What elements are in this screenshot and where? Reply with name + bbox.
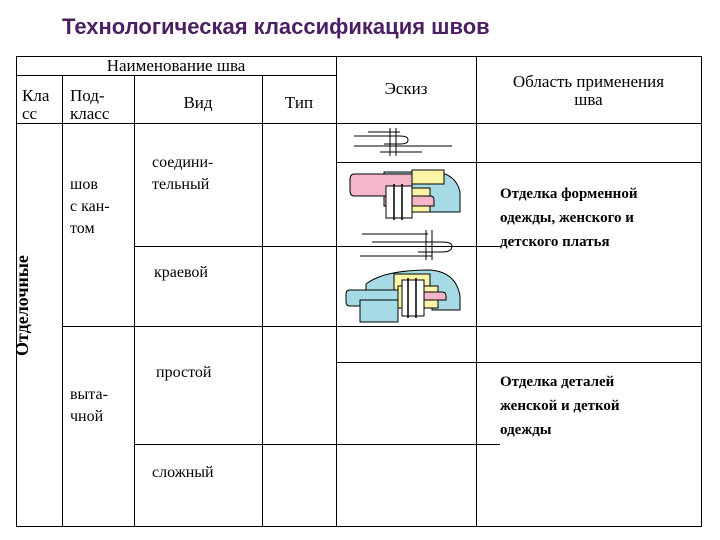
application-2-line3: одежды xyxy=(500,422,552,438)
page-title: Технологическая классификация швов xyxy=(62,14,490,39)
col-line-class xyxy=(62,75,63,526)
header-class xyxy=(22,87,49,123)
col-line-kind xyxy=(262,75,263,526)
header-subclass-line2: класс xyxy=(70,104,110,123)
col-line-subclass xyxy=(134,75,135,526)
subclass-piping-line2: с кан- xyxy=(70,198,110,215)
header-class-line1: Кла xyxy=(22,86,50,105)
kind-complex: сложный xyxy=(152,464,214,481)
application-2-line2: женской и деткой xyxy=(500,398,620,414)
kind-simple: простой xyxy=(156,364,212,381)
header-bottom-line xyxy=(16,123,702,124)
kind-connecting xyxy=(152,152,213,196)
application-1-line2: одежды, женского и xyxy=(500,210,634,226)
kind-edge: краевой xyxy=(154,264,208,281)
kind-connecting-line2: тельный xyxy=(152,176,210,193)
header-application-line1: Область применения xyxy=(512,72,665,91)
sketch-edge-color xyxy=(344,266,466,326)
table-border-right xyxy=(701,56,702,526)
col-line-type xyxy=(336,56,337,526)
application-1 xyxy=(500,182,637,254)
subclass-piping-line1: шов xyxy=(70,176,98,193)
header-naming: Наименование шва xyxy=(106,56,246,75)
sketch-edge-lines xyxy=(358,226,470,262)
subclass-tuck-line2: чной xyxy=(70,408,104,425)
header-subclass-line1: Под- xyxy=(70,86,105,105)
row-line-3 xyxy=(62,326,702,327)
subclass-piping xyxy=(70,174,110,240)
row-line-5 xyxy=(134,444,500,445)
col-line-sketch xyxy=(476,56,477,526)
subclass-tuck xyxy=(70,384,108,428)
header-application-line2: шва xyxy=(574,90,603,109)
subclass-piping-line3: том xyxy=(70,220,95,237)
header-naming-divider xyxy=(16,75,336,76)
header-subclass xyxy=(70,87,109,123)
application-1-line3: детского платья xyxy=(500,234,610,250)
row-line-4 xyxy=(336,362,702,363)
sketch-connecting-color xyxy=(348,166,466,222)
header-sketch: Эскиз xyxy=(384,79,428,98)
header-type: Тип xyxy=(284,93,314,112)
application-1-line1: Отделка форменной xyxy=(500,186,638,202)
header-class-line2: сс xyxy=(22,104,38,123)
table-border-bottom xyxy=(16,526,702,527)
application-2-line1: Отделка деталей xyxy=(500,374,615,390)
row-line-1 xyxy=(336,162,702,163)
subclass-tuck-line1: выта- xyxy=(70,386,108,403)
class-label: Отделочные xyxy=(12,255,32,356)
kind-connecting-line1: соедини- xyxy=(152,154,214,171)
header-application xyxy=(476,73,701,109)
header-kind: Вид xyxy=(183,93,213,112)
application-2 xyxy=(500,370,620,442)
sketch-connecting-lines xyxy=(340,126,474,160)
